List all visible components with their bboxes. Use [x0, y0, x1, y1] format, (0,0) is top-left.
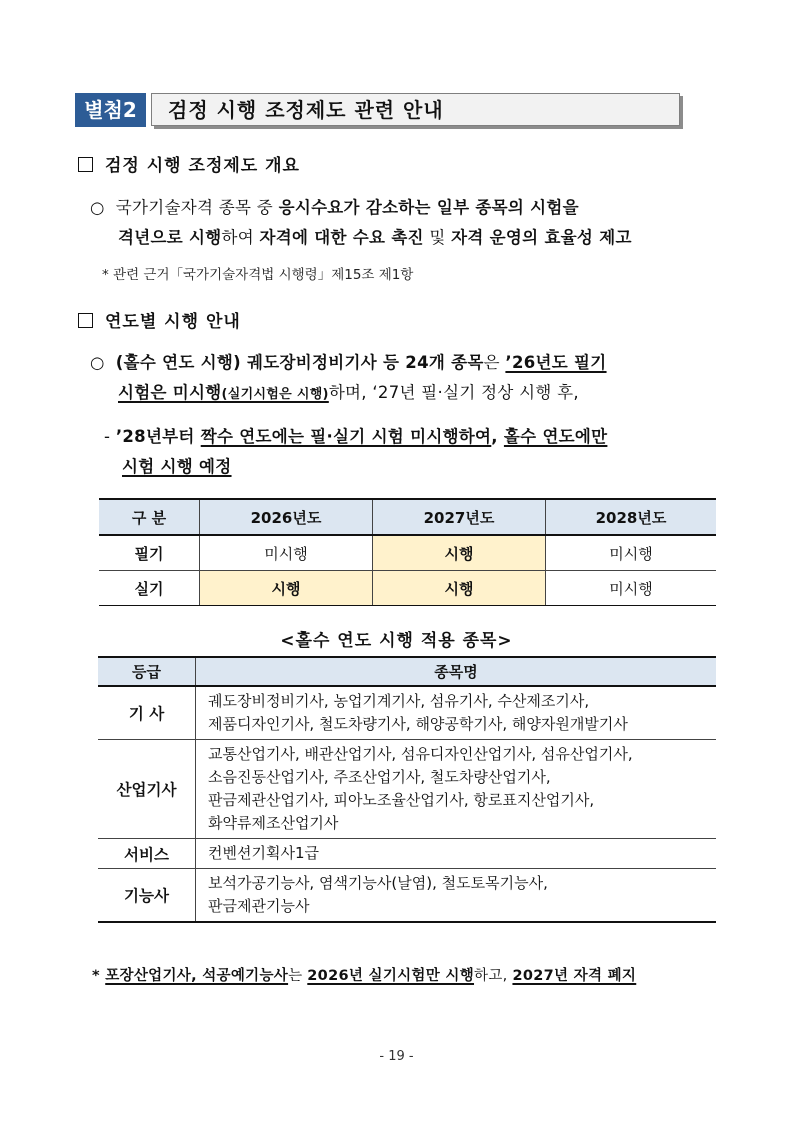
asterisk-icon: * [92, 968, 106, 984]
page-title: 검정 시행 조정제도 관련 안내 [151, 93, 680, 126]
table-row [98, 839, 716, 869]
table-header-cell: 2028년도 [546, 499, 717, 535]
items-line: 컨벤션기획사1급 [208, 844, 319, 862]
table-header-cell: 2026년도 [200, 499, 373, 535]
dash-bullet-icon: - [104, 427, 111, 446]
text-span-bold: 응시수요가 감소하는 일부 종목의 시험을 [278, 198, 579, 217]
section-heading-yearly [78, 307, 241, 332]
items-line: 교통산업기사, 배관산업기사, 섬유디자인산업기사, 섬유산업기사, [208, 745, 633, 763]
yearly-bullet-line1 [90, 349, 607, 373]
text-span-bold-underline: 포장산업기사, 석공예기능사 [105, 968, 289, 984]
table-header-cell: 구 분 [99, 499, 200, 535]
text-span: 하고, [474, 968, 513, 984]
table-cell: 미시행 [200, 535, 373, 571]
section1-title: 검정 시행 조정제도 개요 [105, 156, 300, 176]
table-cell: 미시행 [546, 535, 717, 571]
table-header-row [98, 657, 716, 686]
legal-basis-note: * 관련 근거「국가기술자격법 시행령」제15조 제1항 [102, 267, 414, 283]
items-cell [196, 869, 717, 923]
items-line: 궤도장비정비기사, 농업기계기사, 섬유기사, 수산제조기사, [208, 692, 590, 710]
yearly-bullet-line2 [118, 379, 579, 403]
grade-cell: 기능사 [98, 869, 196, 923]
table-cell-highlight: 시행 [373, 535, 546, 571]
text-span-bold-underline: 시험 시행 예정 [122, 457, 232, 476]
page-number: - 19 - [379, 1049, 414, 1064]
overview-bullet-line2 [118, 224, 632, 248]
items-line: 화약류제조산업기사 [208, 814, 339, 832]
section-heading-overview [78, 151, 300, 176]
text-span-bold: 격년으로 시행 [118, 228, 222, 247]
section2-title: 연도별 시행 안내 [105, 312, 241, 332]
yearly-dash-line2 [122, 453, 232, 477]
text-span: 는 [288, 968, 308, 984]
items-line: 보석가공기능사, 염색기능사(날염), 철도토목기능사, [208, 874, 548, 892]
text-span-bold: , [491, 427, 504, 446]
items-cell [196, 839, 717, 869]
items-table [98, 656, 716, 923]
text-span-bold: 자격에 대한 수요 촉진 [259, 228, 424, 247]
text-span-bold-underline: 2027년 자격 폐지 [512, 968, 637, 984]
table-row [98, 869, 716, 923]
table-header-cell: 2027년도 [373, 499, 546, 535]
text-span-bold: (홀수 연도 시행) 궤도장비정비기사 등 24개 종목 [115, 353, 484, 372]
appendix-badge: 별첨2 [75, 93, 146, 127]
checkbox-square-icon [78, 313, 93, 328]
table-cell: 미시행 [546, 571, 717, 606]
checkbox-square-icon [78, 157, 93, 172]
text-span-bold-underline: 짝수 연도에는 필·실기 시험 미시행하여 [200, 427, 492, 446]
text-span: 국가기술자격 종목 중 [115, 198, 279, 217]
row-label: 필기 [99, 535, 200, 571]
circle-bullet-icon: ○ [90, 198, 105, 217]
overview-bullet-line1 [90, 194, 579, 218]
table-row [98, 740, 716, 839]
items-line: 판금제관기능사 [208, 897, 310, 915]
text-span: 하며, ‘27년 필·실기 정상 시행 후, [328, 383, 579, 402]
text-span-bold-underline: 2026년 실기시험만 시행 [307, 968, 475, 984]
abolition-footnote [92, 964, 636, 985]
items-cell [196, 686, 717, 740]
table-row [98, 686, 716, 740]
grade-cell: 기 사 [98, 686, 196, 740]
row-label: 실기 [99, 571, 200, 606]
items-line: 제품디자인기사, 철도차량기사, 해양공학기사, 해양자원개발기사 [208, 715, 628, 733]
grade-cell: 산업기사 [98, 740, 196, 839]
text-span-bold-underline: (실기시험은 시행) [221, 387, 329, 402]
table-header-cell: 종목명 [196, 657, 717, 686]
grade-cell: 서비스 [98, 839, 196, 869]
text-span: 하여 [221, 228, 260, 247]
text-span-bold: ’28년부터 [115, 427, 201, 446]
text-span-bold-underline: 홀수 연도에만 [503, 427, 608, 446]
table-cell-highlight: 시행 [373, 571, 546, 606]
text-span: 및 [423, 228, 452, 247]
circle-bullet-icon: ○ [90, 353, 105, 372]
table-header-cell: 등급 [98, 657, 196, 686]
table-header-row [99, 499, 716, 535]
text-span: 은 [483, 353, 506, 372]
items-line: 판금제관산업기사, 피아노조율산업기사, 항로표지산업기사, [208, 791, 595, 809]
table-cell-highlight: 시행 [200, 571, 373, 606]
text-span-bold: 자격 운영의 효율성 제고 [451, 228, 632, 247]
text-span-bold-underline: ’26년도 필기 [505, 353, 607, 372]
text-span-bold-underline: 시험은 미시행 [118, 383, 222, 402]
yearly-dash-line1 [104, 423, 607, 447]
items-cell [196, 740, 717, 839]
items-table-title: <홀수 연도 시행 적용 종목> [280, 631, 513, 651]
items-line: 소음진동산업기사, 주조산업기사, 철도차량산업기사, [208, 768, 551, 786]
table-row [99, 535, 716, 571]
table-row [99, 571, 716, 606]
schedule-table [99, 498, 716, 606]
